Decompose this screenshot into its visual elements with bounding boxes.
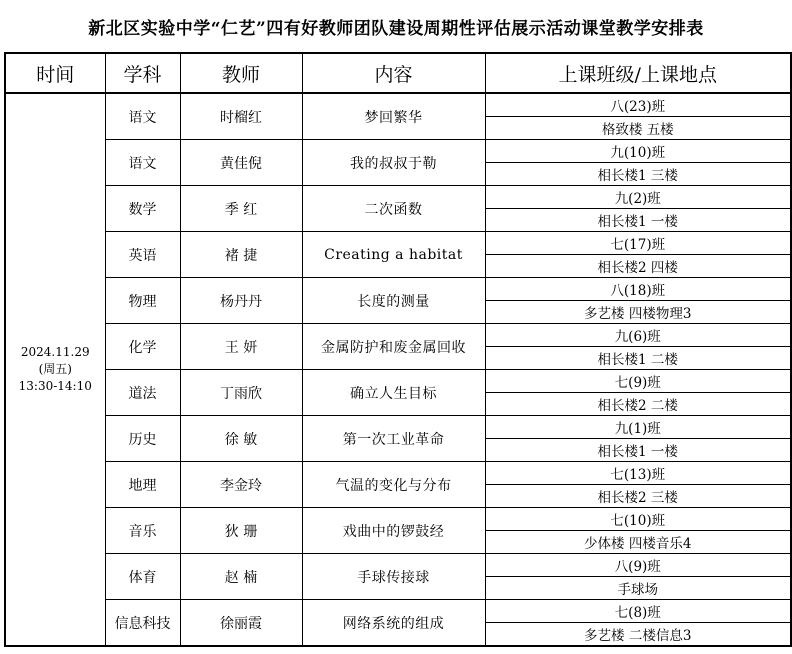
time-weekday: (周五): [38, 362, 72, 376]
location-cell: 多艺楼 四楼物理3: [485, 301, 791, 324]
teacher-cell: 褚 捷: [180, 232, 302, 278]
content-cell: 手球传接球: [302, 554, 485, 600]
time-cell: [5, 93, 105, 646]
teacher-cell: 王 妍: [180, 324, 302, 370]
table-row: [5, 554, 791, 577]
class-cell: 七(13)班: [485, 462, 791, 485]
location-cell: 手球场: [485, 577, 791, 600]
teacher-cell: 徐丽霞: [180, 600, 302, 647]
subject-cell: 语文: [105, 93, 180, 140]
class-cell: 八(18)班: [485, 278, 791, 301]
location-cell: 相长楼1 二楼: [485, 347, 791, 370]
teacher-cell: 丁雨欣: [180, 370, 302, 416]
location-cell: 相长楼1 三楼: [485, 163, 791, 186]
table-row: [5, 600, 791, 623]
class-cell: 九(2)班: [485, 186, 791, 209]
location-cell: 多艺楼 二楼信息3: [485, 623, 791, 647]
subject-cell: 信息科技: [105, 600, 180, 647]
teacher-cell: 黄佳倪: [180, 140, 302, 186]
class-cell: 七(8)班: [485, 600, 791, 623]
table-row: [5, 370, 791, 393]
table-row: [5, 140, 791, 163]
subject-cell: 道法: [105, 370, 180, 416]
location-cell: 相长楼1 一楼: [485, 439, 791, 462]
location-cell: 相长楼2 二楼: [485, 393, 791, 416]
location-cell: 相长楼2 三楼: [485, 485, 791, 508]
content-cell: 气温的变化与分布: [302, 462, 485, 508]
content-cell: 戏曲中的锣鼓经: [302, 508, 485, 554]
location-cell: 格致楼 五楼: [485, 117, 791, 140]
location-cell: 少体楼 四楼音乐4: [485, 531, 791, 554]
content-cell: Creating a habitat: [302, 232, 485, 278]
class-cell: 七(10)班: [485, 508, 791, 531]
schedule-body: [5, 93, 791, 646]
class-cell: 八(9)班: [485, 554, 791, 577]
header-subject: 学科: [105, 53, 180, 93]
class-cell: 九(10)班: [485, 140, 791, 163]
location-cell: 相长楼1 一楼: [485, 209, 791, 232]
teacher-cell: 赵 楠: [180, 554, 302, 600]
page-title: 新北区实验中学“仁艺”四有好教师团队建设周期性评估展示活动课堂教学安排表: [88, 19, 704, 39]
subject-cell: 数学: [105, 186, 180, 232]
subject-cell: 地理: [105, 462, 180, 508]
class-cell: 七(17)班: [485, 232, 791, 255]
table-row: [5, 324, 791, 347]
content-cell: 确立人生目标: [302, 370, 485, 416]
subject-cell: 音乐: [105, 508, 180, 554]
subject-cell: 英语: [105, 232, 180, 278]
table-row: [5, 462, 791, 485]
content-cell: 我的叔叔于勒: [302, 140, 485, 186]
content-cell: 网络系统的组成: [302, 600, 485, 647]
subject-cell: 物理: [105, 278, 180, 324]
teacher-cell: 徐 敏: [180, 416, 302, 462]
table-row: [5, 278, 791, 301]
time-date: 2024.11.29: [20, 345, 90, 359]
header-content: 内容: [302, 53, 485, 93]
schedule-table: [4, 52, 792, 647]
teacher-cell: 狄 珊: [180, 508, 302, 554]
header-class-location: 上课班级/上课地点: [485, 53, 791, 93]
header-teacher: 教师: [180, 53, 302, 93]
header-time: 时间: [5, 53, 105, 93]
content-cell: 金属防护和废金属回收: [302, 324, 485, 370]
table-row: [5, 93, 791, 117]
table-row: [5, 508, 791, 531]
table-row: [5, 186, 791, 209]
table-row: [5, 416, 791, 439]
class-cell: 九(1)班: [485, 416, 791, 439]
subject-cell: 语文: [105, 140, 180, 186]
teacher-cell: 李金玲: [180, 462, 302, 508]
content-cell: 第一次工业革命: [302, 416, 485, 462]
location-cell: 相长楼2 四楼: [485, 255, 791, 278]
table-row: [5, 232, 791, 255]
header-row: [5, 53, 791, 93]
subject-cell: 体育: [105, 554, 180, 600]
subject-cell: 化学: [105, 324, 180, 370]
class-cell: 八(23)班: [485, 93, 791, 117]
subject-cell: 历史: [105, 416, 180, 462]
teacher-cell: 杨丹丹: [180, 278, 302, 324]
class-cell: 九(6)班: [485, 324, 791, 347]
time-period: 13:30-14:10: [18, 379, 92, 393]
teacher-cell: 时榴红: [180, 93, 302, 140]
content-cell: 梦回繁华: [302, 93, 485, 140]
content-cell: 二次函数: [302, 186, 485, 232]
teacher-cell: 季 红: [180, 186, 302, 232]
content-cell: 长度的测量: [302, 278, 485, 324]
class-cell: 七(9)班: [485, 370, 791, 393]
